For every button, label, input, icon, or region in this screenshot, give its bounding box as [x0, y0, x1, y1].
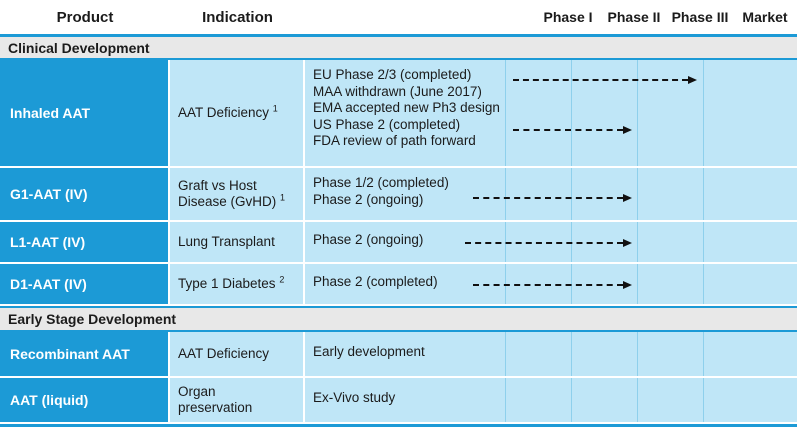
status-lines — [305, 264, 797, 298]
column-header-phase1: Phase I — [543, 9, 593, 25]
status-lines — [305, 168, 797, 215]
indication-text-line1: Organ — [178, 384, 216, 399]
indication-text: Lung Transplant — [178, 234, 275, 249]
status-lines — [305, 60, 797, 157]
column-header-product: Product — [56, 8, 114, 26]
indication-text: AAT Deficiency — [178, 346, 270, 361]
status-line: Early development — [313, 344, 425, 359]
status-line: EU Phase 2/3 (completed) — [313, 67, 472, 82]
status-cell-inhaled-aat — [305, 60, 797, 166]
status-cell-d1-aat — [305, 264, 797, 304]
column-header-market: Market — [742, 9, 788, 25]
column-header-phase2: Phase II — [607, 9, 661, 25]
table-row — [0, 168, 797, 222]
indication-inhaled-aat — [170, 60, 305, 166]
status-line: US Phase 2 (completed) — [313, 116, 461, 132]
section-header-clinical-development: Clinical Development — [0, 34, 797, 60]
status-line: FDA review of path forward — [313, 133, 476, 148]
indication-text-line2: preservation — [178, 400, 253, 415]
product-name-recombinant-aat: Recombinant AAT — [0, 332, 170, 376]
product-name-d1-aat: D1-AAT (IV) — [0, 264, 170, 304]
table-row — [0, 378, 797, 424]
status-lines — [305, 332, 797, 368]
status-lines — [305, 378, 797, 414]
indication-text-line2: Disease (GvHD) — [178, 194, 281, 209]
product-name-g1-aat: G1-AAT (IV) — [0, 168, 170, 220]
table-row — [0, 264, 797, 306]
indication-recombinant-aat — [170, 332, 305, 376]
table-row — [0, 222, 797, 264]
indication-text-line1: Graft vs Host — [178, 178, 257, 193]
status-cell-recombinant-aat — [305, 332, 797, 376]
status-line: MAA withdrawn (June 2017) — [313, 83, 482, 99]
indication-l1-aat — [170, 222, 305, 262]
status-line: Phase 2 (completed) — [313, 274, 438, 289]
indication-aat-liquid — [170, 378, 305, 422]
status-cell-g1-aat — [305, 168, 797, 220]
indication-text: AAT Deficiency — [178, 105, 273, 120]
status-cell-l1-aat — [305, 222, 797, 262]
footnote-marker: 2 — [279, 274, 285, 285]
status-line: EMA accepted new Ph3 design — [313, 100, 500, 115]
table-header — [0, 0, 797, 34]
indication-g1-aat — [170, 168, 305, 220]
status-line: Phase 2 (ongoing) — [313, 232, 424, 247]
product-name-l1-aat: L1-AAT (IV) — [0, 222, 170, 262]
indication-d1-aat — [170, 264, 305, 304]
column-header-indication: Indication — [202, 8, 273, 26]
column-header-phase3: Phase III — [671, 9, 729, 25]
status-line: Phase 1/2 (completed) — [313, 175, 449, 190]
footnote-marker: 1 — [272, 103, 278, 114]
table-row — [0, 332, 797, 378]
section-header-early-stage-development: Early Stage Development — [0, 306, 797, 332]
status-cell-aat-liquid — [305, 378, 797, 422]
table-row — [0, 60, 797, 168]
status-line: Phase 2 (ongoing) — [313, 191, 424, 207]
footnote-marker: 1 — [280, 192, 286, 203]
status-lines — [305, 222, 797, 256]
indication-text: Type 1 Diabetes — [178, 276, 280, 291]
bottom-border — [0, 424, 797, 427]
product-name-aat-liquid: AAT (liquid) — [0, 378, 170, 422]
status-line: Ex-Vivo study — [313, 390, 396, 405]
product-name-inhaled-aat: Inhaled AAT — [0, 60, 170, 166]
